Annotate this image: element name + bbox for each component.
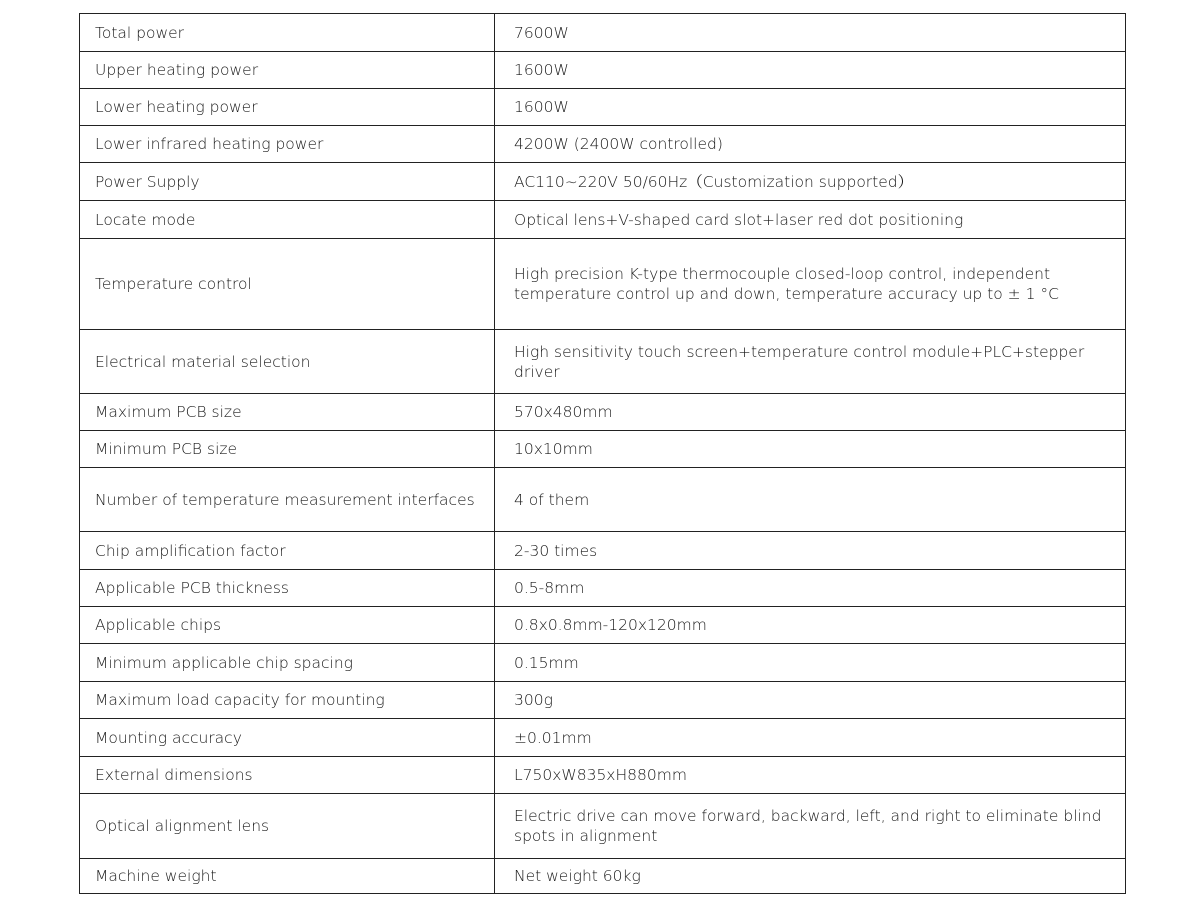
spec-label: External dimensions bbox=[80, 757, 495, 794]
spec-label: Lower infrared heating power bbox=[80, 126, 495, 163]
spec-label: Locate mode bbox=[80, 201, 495, 239]
spec-label: Temperature control bbox=[80, 239, 495, 330]
table-row bbox=[80, 682, 1126, 719]
spec-value: 0.15mm bbox=[495, 644, 1126, 682]
spec-value: 4 of them bbox=[495, 468, 1126, 532]
spec-value: 0.8x0.8mm-120x120mm bbox=[495, 607, 1126, 644]
spec-label: Machine weight bbox=[80, 859, 495, 894]
table-row bbox=[80, 719, 1126, 757]
spec-label: Power Supply bbox=[80, 163, 495, 201]
spec-label: Chip amplification factor bbox=[80, 532, 495, 570]
table-row bbox=[80, 14, 1126, 52]
spec-value: 1600W bbox=[495, 52, 1126, 89]
spec-value: 4200W (2400W controlled) bbox=[495, 126, 1126, 163]
table-row bbox=[80, 859, 1126, 894]
table-row bbox=[80, 163, 1126, 201]
table-row bbox=[80, 644, 1126, 682]
table-row bbox=[80, 757, 1126, 794]
spec-value: Net weight 60kg bbox=[495, 859, 1126, 894]
table-row bbox=[80, 532, 1126, 570]
spec-value: 1600W bbox=[495, 89, 1126, 126]
spec-value: 2-30 times bbox=[495, 532, 1126, 570]
table-row bbox=[80, 570, 1126, 607]
spec-value: 7600W bbox=[495, 14, 1126, 52]
table-row bbox=[80, 89, 1126, 126]
spec-label: Minimum PCB size bbox=[80, 431, 495, 468]
table-row bbox=[80, 607, 1126, 644]
spec-label: Upper heating power bbox=[80, 52, 495, 89]
spec-label: Minimum applicable chip spacing bbox=[80, 644, 495, 682]
spec-label: Optical alignment lens bbox=[80, 794, 495, 859]
spec-label: Electrical material selection bbox=[80, 330, 495, 394]
spec-value: 570x480mm bbox=[495, 394, 1126, 431]
spec-value: High sensitivity touch screen+temperature control module+PLC+stepper driver bbox=[495, 330, 1126, 394]
spec-label: Applicable PCB thickness bbox=[80, 570, 495, 607]
spec-label: Total power bbox=[80, 14, 495, 52]
spec-table bbox=[79, 13, 1126, 894]
spec-value: 300g bbox=[495, 682, 1126, 719]
spec-value: ±0.01mm bbox=[495, 719, 1126, 757]
table-row bbox=[80, 468, 1126, 532]
table-row bbox=[80, 239, 1126, 330]
spec-label: Maximum load capacity for mounting bbox=[80, 682, 495, 719]
spec-value: 10x10mm bbox=[495, 431, 1126, 468]
spec-label: Applicable chips bbox=[80, 607, 495, 644]
table-row bbox=[80, 201, 1126, 239]
spec-label: Maximum PCB size bbox=[80, 394, 495, 431]
table-row bbox=[80, 330, 1126, 394]
spec-label: Mounting accuracy bbox=[80, 719, 495, 757]
table-row bbox=[80, 794, 1126, 859]
spec-value: Electric drive can move forward, backward, left, and right to eliminate blind spots in alignment bbox=[495, 794, 1126, 859]
spec-value: 0.5-8mm bbox=[495, 570, 1126, 607]
spec-value: High precision K-type thermocouple closed-loop control, independent temperature control up and down, temperature accuracy up to ± 1 °C bbox=[495, 239, 1126, 330]
table-row bbox=[80, 431, 1126, 468]
spec-value: L750xW835xH880mm bbox=[495, 757, 1126, 794]
table-row bbox=[80, 126, 1126, 163]
spec-label: Lower heating power bbox=[80, 89, 495, 126]
spec-value: AC110~220V 50/60Hz（Customization supported） bbox=[495, 163, 1126, 201]
table-row bbox=[80, 52, 1126, 89]
spec-value: Optical lens+V-shaped card slot+laser red dot positioning bbox=[495, 201, 1126, 239]
table-row bbox=[80, 394, 1126, 431]
spec-label: Number of temperature measurement interfaces bbox=[80, 468, 495, 532]
